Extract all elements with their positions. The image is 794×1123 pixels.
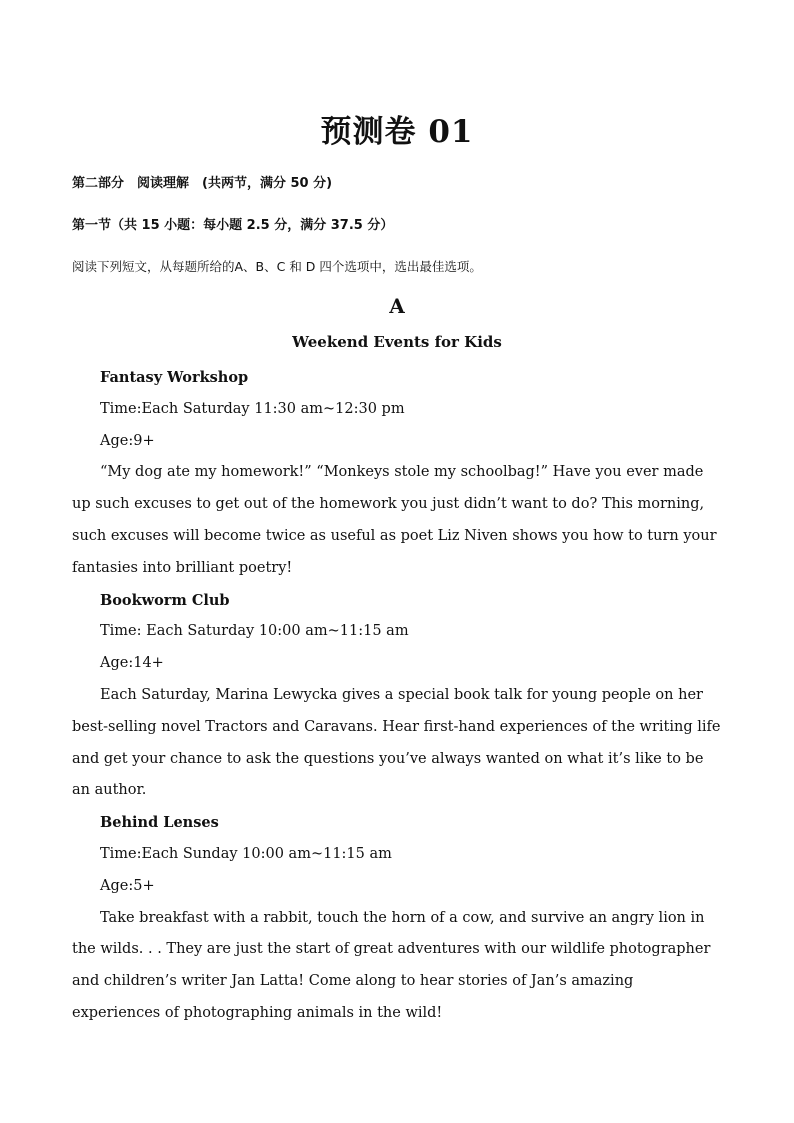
- section-heading: 第一节（共 15 小题：每小题 2.5 分，满分 37.5 分）: [72, 218, 394, 233]
- event-description: Each Saturday, Marina Lewycka gives a special book talk for young people on her best-selling novel Tractors and Caravans. Hear first-hand experiences of the writing life and get your chance to ask the questions you’ve always wanted on what it’s like to be an author.: [72, 686, 721, 799]
- event-age: Age:9+: [100, 432, 155, 449]
- page-title: 预测卷 01: [320, 114, 474, 150]
- passage-title: Weekend Events for Kids: [292, 333, 502, 351]
- event-description: Take breakfast with a rabbit, touch the horn of a cow, and survive an angry lion in the wilds. . . They are just the start of great adventures with our wildlife photographer and children’s writer Jan Latta! Come along to hear stories of Jan’s amazing experiences of photographing animals in the wild!: [72, 909, 711, 1021]
- event-name: Fantasy Workshop: [100, 369, 249, 386]
- event-age: Age:14+: [100, 655, 164, 672]
- instruction-text: 阅读下列短文，从每题所给的A、B、C 和 D 四个选项中，选出最佳选项。: [72, 259, 482, 274]
- part-heading: 第二部分 阅读理解 (共两节，满分 50 分): [72, 176, 333, 191]
- event-time: Time:Each Saturday 11:30 am~12:30 pm: [100, 400, 405, 417]
- event-time: Time: Each Saturday 10:00 am~11:15 am: [100, 623, 409, 640]
- event-description: “My dog ate my homework!” “Monkeys stole my schoolbag!” Have you ever made up such excuses to get out of the homework you just didn’t want to do? This morning, such excuses will become twice as useful as poet Liz Niven shows you how to turn your fantasies into brilliant poetry!: [72, 464, 717, 576]
- passage-letter: A: [389, 294, 405, 318]
- event-name: Bookworm Club: [100, 591, 230, 609]
- event-name: Behind Lenses: [100, 814, 219, 832]
- event-time: Time:Each Sunday 10:00 am~11:15 am: [100, 845, 392, 862]
- passage-body: [72, 362, 722, 1030]
- event-age: Age:5+: [100, 877, 155, 894]
